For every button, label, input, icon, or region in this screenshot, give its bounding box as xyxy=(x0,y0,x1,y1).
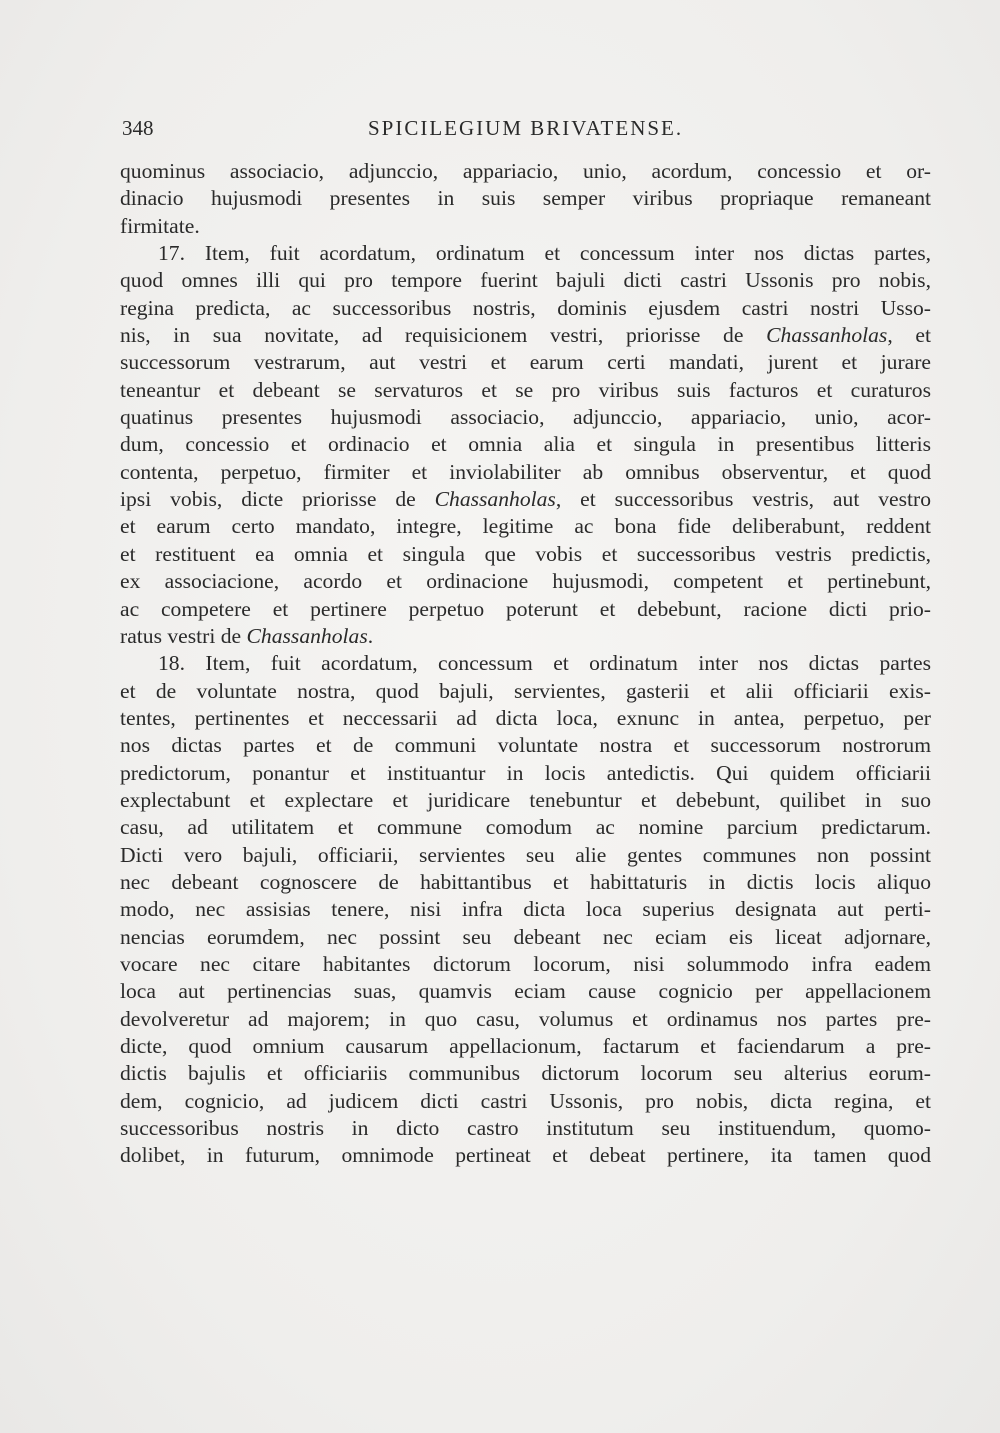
text-segment: ipsi vobis, dicte priorisse de xyxy=(120,487,435,512)
text-line xyxy=(120,814,931,841)
text-line xyxy=(120,513,931,540)
text-line xyxy=(120,678,931,705)
running-title: SPICILEGIUM BRIVATENSE. xyxy=(368,116,684,140)
text-line xyxy=(120,213,931,240)
text-line xyxy=(120,185,931,212)
text-segment: loca aut pertinencias suas, quamvis eciam cause cognicio per appellacionem xyxy=(120,979,931,1004)
text-segment: devolveretur ad majorem; in quo casu, volumus et ordinamus nos partes pre- xyxy=(120,1006,931,1031)
text-segment: dictis bajulis et officiariis communibus dictorum locorum seu alterius eorum- xyxy=(120,1061,931,1086)
text-segment: regina predicta, ac successoribus nostris, dominis ejusdem castri nostri Usso- xyxy=(120,295,931,320)
text-segment: predictorum, ponantur et instituantur in locis antedictis. Qui quidem officiarii xyxy=(120,760,931,785)
text-segment: explectabunt et explectare et juridicare tenebuntur et debebunt, quilibet in suo xyxy=(120,787,931,812)
text-line xyxy=(120,1060,931,1087)
text-line xyxy=(120,240,931,267)
text-line xyxy=(120,1115,931,1142)
text-segment: modo, nec assisias tenere, nisi infra dicta loca superius designata aut perti- xyxy=(120,897,931,922)
text-segment: 17. Item, fuit acordatum, ordinatum et concessum inter nos dictas partes, xyxy=(158,241,931,266)
text-segment: firmitate. xyxy=(120,213,200,238)
text-line xyxy=(120,431,931,458)
italic-place-name: Chassanholas xyxy=(246,623,368,648)
text-line xyxy=(120,623,931,650)
running-head xyxy=(122,116,930,146)
text-segment: quominus associacio, adjunccio, appariacio, unio, acordum, concessio et or- xyxy=(120,159,931,183)
text-line xyxy=(120,787,931,814)
italic-place-name: Chassanholas xyxy=(434,487,556,512)
text-segment: dem, cognicio, ad judicem dicti castri Ussonis, pro nobis, dicta regina, et xyxy=(120,1088,931,1113)
text-line xyxy=(120,869,931,896)
italic-place-name: Chassanholas xyxy=(766,323,888,348)
text-segment: nos dictas partes et de communi voluntate nostra et successorum nostrorum xyxy=(120,733,931,758)
text-line xyxy=(120,842,931,869)
text-line xyxy=(120,1142,931,1169)
text-segment: ac competere et pertinere perpetuo poterunt et debebunt, racione dicti prio- xyxy=(120,596,931,621)
text-line xyxy=(120,1006,931,1033)
text-line xyxy=(120,1088,931,1115)
text-segment: Dicti vero bajuli, officiarii, servientes seu alie gentes communes non possint xyxy=(120,842,931,867)
text-segment: ex associacione, acordo et ordinacione hujusmodi, competent et pertinebunt, xyxy=(120,569,931,594)
text-segment: dolibet, in futurum, omnimode pertineat et debeat pertinere, ita tamen quod xyxy=(120,1143,931,1168)
text-segment: successoribus nostris in dicto castro institutum seu instituendum, quomo- xyxy=(120,1116,931,1141)
text-line xyxy=(120,459,931,486)
text-line xyxy=(120,705,931,732)
text-segment: . xyxy=(367,623,374,648)
body-text xyxy=(120,158,931,1170)
text-line xyxy=(120,541,931,568)
text-segment: ratus vestri de xyxy=(120,623,247,648)
text-line xyxy=(120,732,931,759)
text-line xyxy=(120,349,931,376)
text-segment: , et xyxy=(887,323,931,348)
text-segment: quod omnes illi qui pro tempore fuerint bajuli dicti castri Ussonis pro nobis, xyxy=(120,268,931,293)
text-line xyxy=(120,596,931,623)
text-segment: dinacio hujusmodi presentes in suis semper viribus propriaque remaneant xyxy=(120,186,931,211)
text-segment: 18. Item, fuit acordatum, concessum et ordinatum inter nos dictas partes xyxy=(158,651,931,676)
text-line xyxy=(120,951,931,978)
text-segment: et earum certo mandato, integre, legitime ac bona fide deliberabunt, reddent xyxy=(120,514,931,539)
text-segment: , et successoribus vestris, aut vestro xyxy=(555,487,931,512)
text-segment: nec debeant cognoscere de habittantibus et habittaturis in dictis locis aliquo xyxy=(120,869,931,894)
text-line xyxy=(120,295,931,322)
text-segment: tentes, pertinentes et neccessarii ad dicta loca, exnunc in antea, perpetuo, per xyxy=(120,705,931,730)
text-line xyxy=(120,322,931,349)
text-line xyxy=(120,404,931,431)
text-line xyxy=(120,1033,931,1060)
text-line xyxy=(120,924,931,951)
text-segment: contenta, perpetuo, firmiter et inviolabiliter ab omnibus observentur, et quod xyxy=(120,459,931,484)
text-line xyxy=(120,377,931,404)
text-segment: dicte, quod omnium causarum appellacionum, factarum et faciendarum a pre- xyxy=(120,1034,931,1058)
text-line xyxy=(120,896,931,923)
text-segment: vocare nec citare habitantes dictorum locorum, nisi solummodo infra eadem xyxy=(120,951,931,976)
text-segment: et restituent ea omnia et singula que vobis et successoribus vestris predictis, xyxy=(120,541,931,566)
text-line xyxy=(120,760,931,787)
page-number: 348 xyxy=(122,116,154,140)
text-segment: teneantur et debeant se servaturos et se pro viribus suis facturos et curaturos xyxy=(120,377,931,402)
text-segment: et de voluntate nostra, quod bajuli, servientes, gasterii et alii officiarii exis- xyxy=(120,678,931,703)
text-line xyxy=(120,267,931,294)
text-segment: nencias eorumdem, nec possint seu debeant nec eciam eis liceat adjornare, xyxy=(120,924,931,949)
text-line xyxy=(120,568,931,595)
text-line xyxy=(120,650,931,677)
text-line xyxy=(120,978,931,1005)
text-line xyxy=(120,158,931,185)
text-segment: casu, ad utilitatem et commune comodum ac nomine parcium predictarum. xyxy=(120,815,931,840)
text-segment: successorum vestrarum, aut vestri et earum certi mandati, jurent et jurare xyxy=(120,350,931,375)
text-line xyxy=(120,486,931,513)
text-segment: quatinus presentes hujusmodi associacio, adjunccio, appariacio, unio, acor- xyxy=(120,405,931,430)
text-segment: nis, in sua novitate, ad requisicionem vestri, priorisse de xyxy=(120,323,767,348)
text-segment: dum, concessio et ordinacio et omnia alia et singula in presentibus litteris xyxy=(120,432,931,457)
